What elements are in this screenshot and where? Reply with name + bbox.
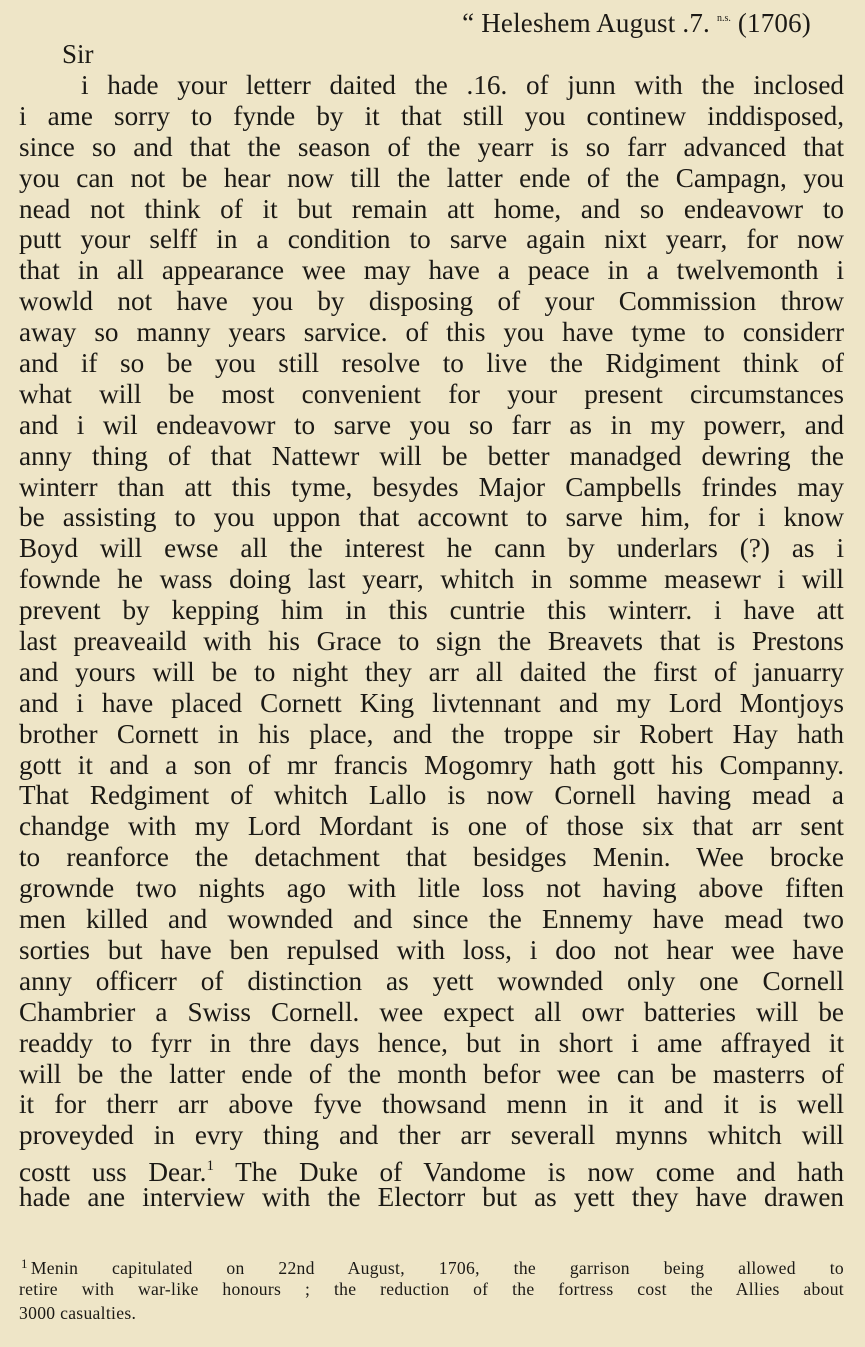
body-line: hade ane interview with the Electorr but as yett they have drawen: [19, 1182, 844, 1213]
body-line: and i wil endeavowr to sarve you so farr as in my powerr, and: [19, 409, 844, 440]
body-line-tail: The Duke of Vandome is now come and hath: [213, 1157, 844, 1188]
body-line: and if so be you still resolve to live the Ridgiment think of: [19, 348, 844, 379]
footnote-line: 3000 casualties.: [19, 1303, 137, 1323]
dateline-place-date: “ Heleshem August .7.: [462, 8, 710, 38]
body-line: i hade your letterr daited the .16. of junn with the inclosed: [81, 70, 844, 100]
body-line: to reanforce the detachment that besidges Menin. Wee brocke: [19, 842, 844, 873]
body-line: be assisting to you uppon that accownt to sarve him, for i know: [19, 502, 844, 533]
body-line: and i have placed Cornett King livtennant and my Lord Montjoys: [19, 687, 844, 718]
body-line: since so and that the season of the yearr is so farr advanced that: [19, 131, 844, 162]
footnote-line: retire with war-like honours ; the reduction of the fortress cost the Allies about: [19, 1278, 844, 1299]
body-line: Chambrier a Swiss Cornell. wee expect all owr batteries will be: [19, 996, 844, 1027]
body-line: anny officerr of distinction as yett wownded only one Cornell: [19, 965, 844, 996]
footnote-line: [19, 1252, 844, 1277]
body-line: readdy to fyrr in thre days hence, but in short i ame affrayed it: [19, 1027, 844, 1058]
body-line: men killed and wownded and since the Ennemy have mead two: [19, 904, 844, 935]
body-line: and yours will be to night they arr all daited the first of januarry: [19, 656, 844, 687]
letter-salutation: Sir: [62, 39, 94, 69]
body-line: fownde he wass doing last yearr, whitch in somme measewr i will: [19, 564, 844, 595]
body-line: nead not think of it but remain att home, and so endeavowr to: [19, 193, 844, 224]
letter-body: [19, 70, 844, 1213]
dateline-style-note: n.s.: [716, 13, 731, 24]
body-line: proveyded in evry thing and ther arr severall mynns whitch will: [19, 1120, 844, 1151]
body-line: last preaveaild with his Grace to sign the Breavets that is Prestons: [19, 626, 844, 657]
body-line: putt your selff in a condition to sarve again nixt yearr, for now: [19, 224, 844, 255]
footnote-text: Menin capitulated on 22nd August, 1706, the garrison being allowed to: [30, 1258, 844, 1278]
body-line: anny thing of that Nattewr will be better manadged dewring the: [19, 440, 844, 471]
body-line: away so manny years sarvice. of this you have tyme to considerr: [19, 317, 844, 348]
body-line: you can not be hear now till the latter ende of the Campagn, you: [19, 162, 844, 193]
footnote: [19, 1252, 844, 1326]
body-line: what will be most convenient for your present circumstances: [19, 378, 844, 409]
body-line: chandge with my Lord Mordant is one of those six that arr sent: [19, 811, 844, 842]
footnote-number: 1: [21, 1256, 28, 1271]
body-line-head: costt uss Dear.: [19, 1157, 207, 1188]
body-line: that in all appearance wee may have a peace in a twelvemonth i: [19, 255, 844, 286]
footnote-reference[interactable]: 1: [206, 1158, 214, 1175]
body-line: sorties but have ben repulsed with loss, i doo not hear wee have: [19, 934, 844, 965]
body-line: i ame sorry to fynde by it that still you continew inddisposed,: [19, 100, 844, 131]
body-line: grownde two nights ago with litle loss not having above fiften: [19, 873, 844, 904]
body-line: That Redgiment of whitch Lallo is now Cornell having mead a: [19, 780, 844, 811]
body-line-with-footnote: [19, 1151, 844, 1188]
letter-dateline: [462, 2, 811, 40]
body-line: prevent by kepping him in this cuntrie this winterr. i have att: [19, 595, 844, 626]
body-line: gott it and a son of mr francis Mogomry hath gott his Companny.: [19, 749, 844, 780]
body-line: winterr than att this tyme, besydes Major Campbells frindes may: [19, 471, 844, 502]
body-line: will be the latter ende of the month befor wee can be masterrs of: [19, 1058, 844, 1089]
body-line: Boyd will ewse all the interest he cann by underlars (?) as i: [19, 533, 844, 564]
dateline-year: (1706): [737, 8, 811, 38]
body-line: brother Cornett in his place, and the troppe sir Robert Hay hath: [19, 718, 844, 749]
body-line: wowld not have you by disposing of your Commission throw: [19, 286, 844, 317]
body-line: it for therr arr above fyve thowsand menn in it and it is well: [19, 1089, 844, 1120]
